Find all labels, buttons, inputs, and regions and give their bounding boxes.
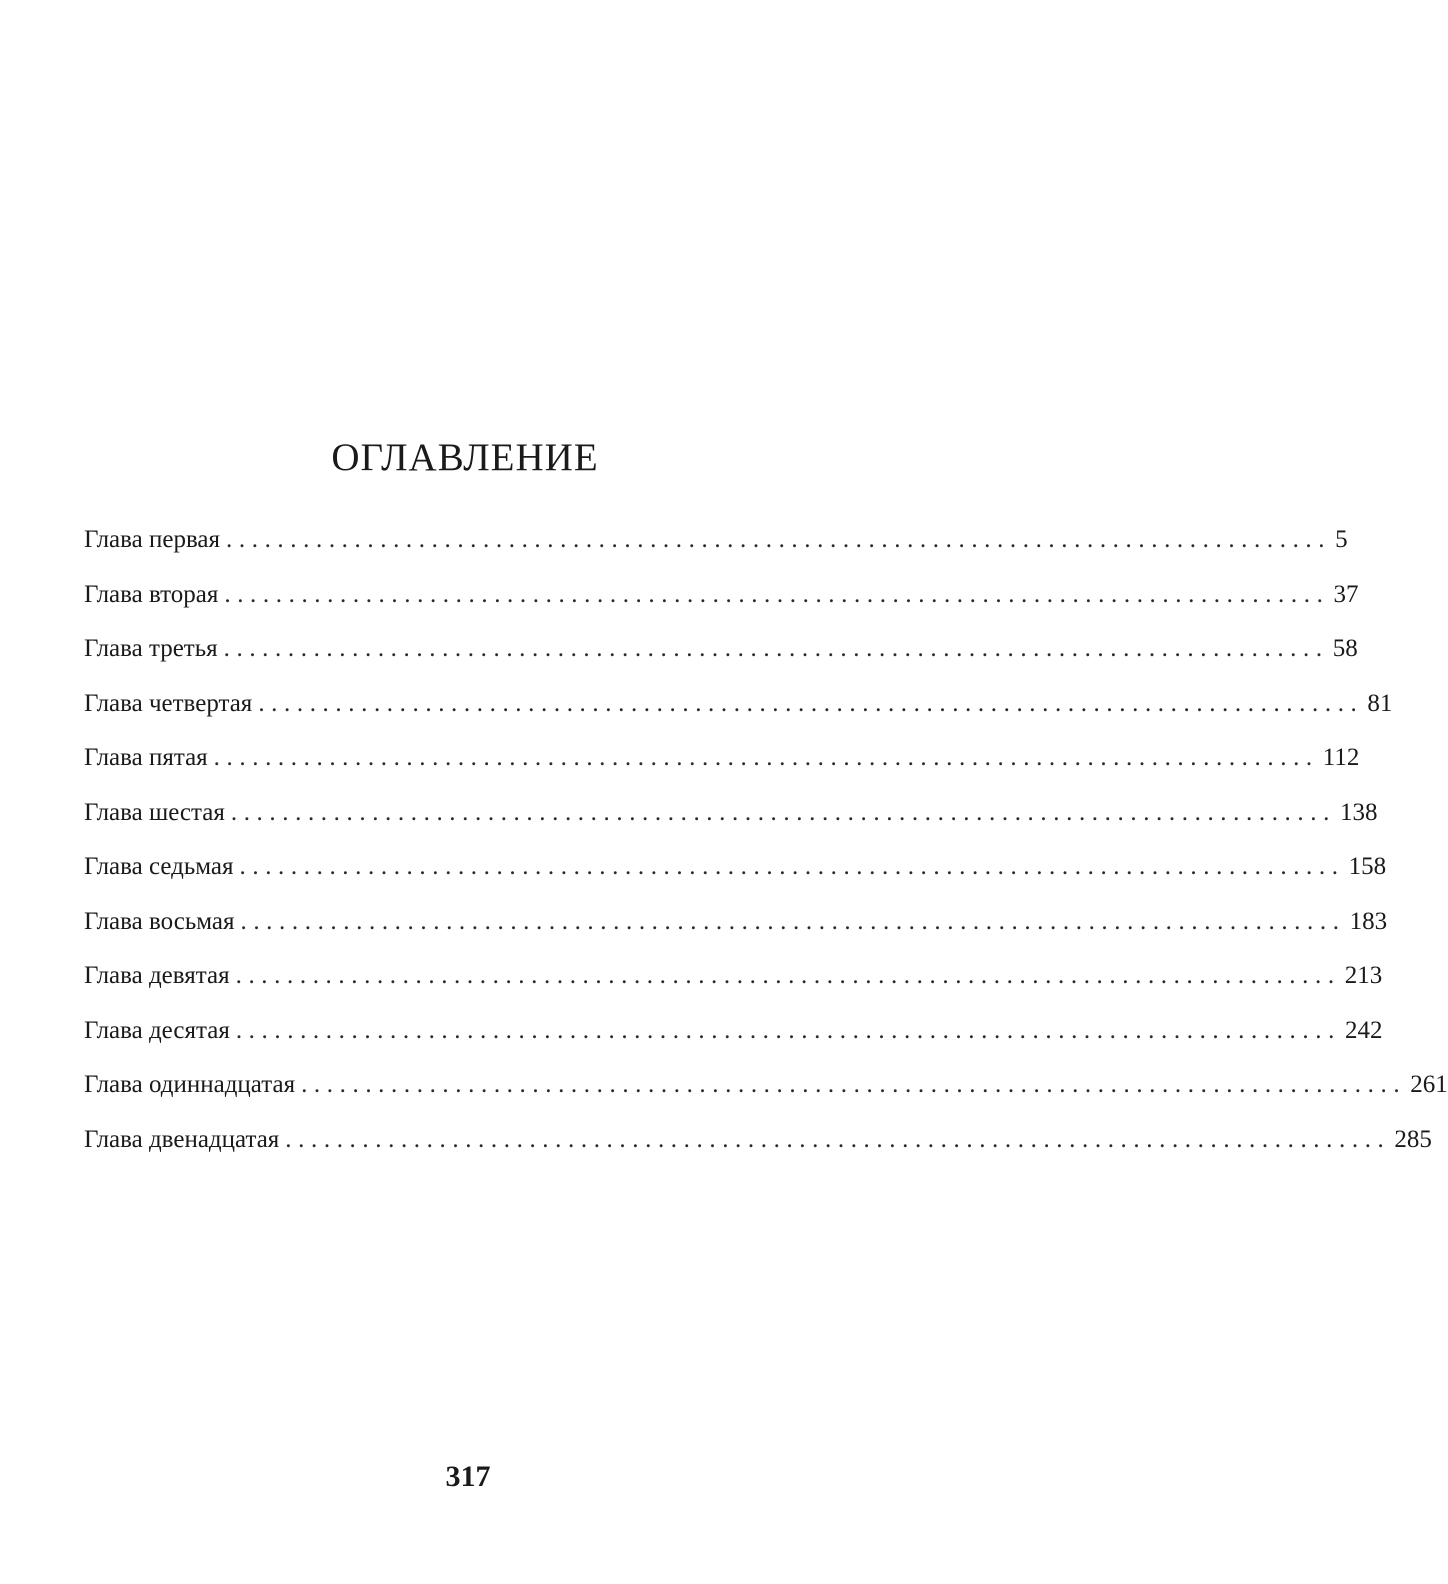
toc-dot-leader: ...................................................................................... <box>301 1071 1407 1098</box>
toc-dot-leader: ...................................................................................... <box>226 526 1332 553</box>
table-of-contents <box>84 513 1448 1167</box>
page-number: 317 <box>445 1460 491 1493</box>
toc-entry-label: Глава вторая <box>84 580 219 608</box>
toc-entry <box>84 1004 1383 1059</box>
toc-dot-leader: ...................................................................................... <box>230 798 1336 826</box>
toc-entry-page: 37 <box>1333 580 1359 608</box>
toc-entry-page: 112 <box>1322 744 1360 771</box>
toc-entry-label: Глава двенадцатая <box>84 1125 280 1153</box>
toc-entry-label: Глава восьмая <box>84 907 235 935</box>
toc-dot-leader: ...................................................................................... <box>235 1016 1341 1044</box>
toc-entry <box>84 895 1388 950</box>
toc-entry-page: 81 <box>1367 689 1393 717</box>
toc-entry-label: Глава пятая <box>84 744 208 771</box>
toc-entry-page: 213 <box>1344 962 1383 989</box>
page-title: ОГЛАВЛЕНИЕ <box>331 436 599 479</box>
toc-entry <box>84 731 1360 786</box>
toc-entry <box>84 513 1348 568</box>
toc-dot-leader: ...................................................................................... <box>285 1125 1391 1153</box>
toc-dot-leader: ...................................................................................... <box>223 635 1329 662</box>
toc-dot-leader: ...................................................................................... <box>239 853 1345 880</box>
toc-entry <box>84 786 1378 841</box>
toc-entry-page: 261 <box>1410 1071 1448 1098</box>
toc-entry-page: 242 <box>1344 1016 1383 1044</box>
toc-entry <box>84 622 1358 677</box>
toc-entry-label: Глава третья <box>84 635 218 662</box>
toc-dot-leader: ...................................................................................... <box>258 689 1364 717</box>
toc-entry-label: Глава первая <box>84 526 221 553</box>
toc-entry-label: Глава четвертая <box>84 689 253 717</box>
toc-entry-page: 183 <box>1349 907 1388 935</box>
toc-entry-label: Глава шестая <box>84 798 225 826</box>
toc-entry <box>84 677 1393 732</box>
toc-entry <box>84 949 1383 1004</box>
toc-entry <box>84 1113 1432 1168</box>
toc-entry-label: Глава десятая <box>84 1016 230 1044</box>
toc-entry-page: 158 <box>1348 853 1387 880</box>
toc-entry <box>84 1058 1448 1113</box>
toc-entry-label: Глава одиннадцатая <box>84 1071 296 1098</box>
toc-entry-page: 285 <box>1394 1125 1432 1153</box>
toc-entry-label: Глава девятая <box>84 962 230 989</box>
toc-entry-page: 5 <box>1335 526 1348 553</box>
toc-entry-label: Глава седьмая <box>84 853 234 880</box>
toc-entry-page: 138 <box>1339 798 1378 826</box>
toc-dot-leader: ...................................................................................... <box>213 744 1319 771</box>
toc-entry-page: 58 <box>1332 635 1358 662</box>
toc-dot-leader: ...................................................................................... <box>224 580 1330 608</box>
toc-entry <box>84 840 1387 895</box>
toc-dot-leader: ...................................................................................... <box>240 907 1346 935</box>
toc-entry <box>84 568 1359 623</box>
toc-dot-leader: ...................................................................................... <box>235 962 1341 989</box>
